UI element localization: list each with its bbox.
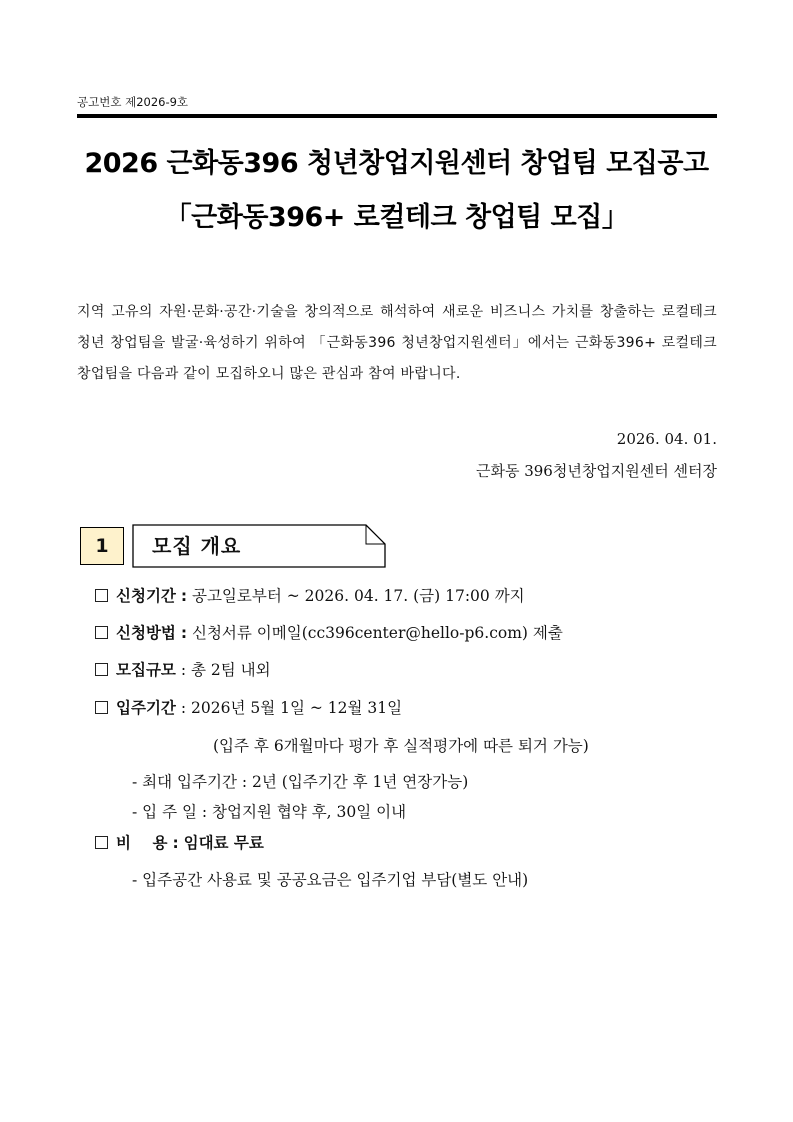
header-rule xyxy=(77,114,717,118)
checkbox-icon xyxy=(95,836,108,849)
checkbox-icon xyxy=(95,626,108,639)
cost-note: - 입주공간 사용료 및 공공요금은 입주기업 부담(별도 안내) xyxy=(132,871,529,889)
item-recruit-size: 모집규모 : 총 2팀 내외 xyxy=(95,658,271,680)
tenancy-max-period: - 최대 입주기간 : 2년 (입주기간 후 1년 연장가능) xyxy=(132,773,469,791)
item-application-period: 신청기간 : 공고일로부터 ~ 2026. 04. 17. (금) 17:00 까지 xyxy=(95,584,525,606)
tenancy-period-note: (입주 후 6개월마다 평가 후 실적평가에 따른 퇴거 가능) xyxy=(213,737,589,755)
intro-paragraph: 지역 고유의 자원·문화·공간·기술을 창의적으로 해석하여 새로운 비즈니스 가치를 창출하는 로컬테크 청년 창업팀을 발굴·육성하기 위하여 「근화동396 청년창업지원센터」에서는 근화동396+ 로컬테크 창업팀을 다음과 같이 모집하오니 많은 관심과 참여 바랍니다. xyxy=(77,304,717,382)
item-application-method: 신청방법 : 신청서류 이메일(cc396center@hello-p6.com) 제출 xyxy=(95,621,563,643)
tenancy-move-in-date: - 입 주 일 : 창업지원 협약 후, 30일 이내 xyxy=(132,803,407,821)
item-cost: 비 용 : 임대료 무료 xyxy=(95,831,264,853)
notice-number: 공고번호 제2026-9호 xyxy=(77,95,189,109)
section-title: 모집 개요 xyxy=(152,534,242,558)
section-number: 1 xyxy=(80,527,124,565)
checkbox-icon xyxy=(95,589,108,602)
checkbox-icon xyxy=(95,701,108,714)
announcement-date: 2026. 04. 01. xyxy=(616,430,717,448)
page-subtitle: 「근화동396+ 로컬테크 창업팀 모집」 xyxy=(164,202,629,233)
checkbox-icon xyxy=(95,663,108,676)
section-title-box xyxy=(132,524,386,568)
signer: 근화동 396청년창업지원센터 센터장 xyxy=(475,462,717,480)
item-tenancy-period: 입주기간 : 2026년 5월 1일 ~ 12월 31일 xyxy=(95,696,402,718)
page-title: 2026 근화동396 청년창업지원센터 창업팀 모집공고 xyxy=(84,148,709,179)
